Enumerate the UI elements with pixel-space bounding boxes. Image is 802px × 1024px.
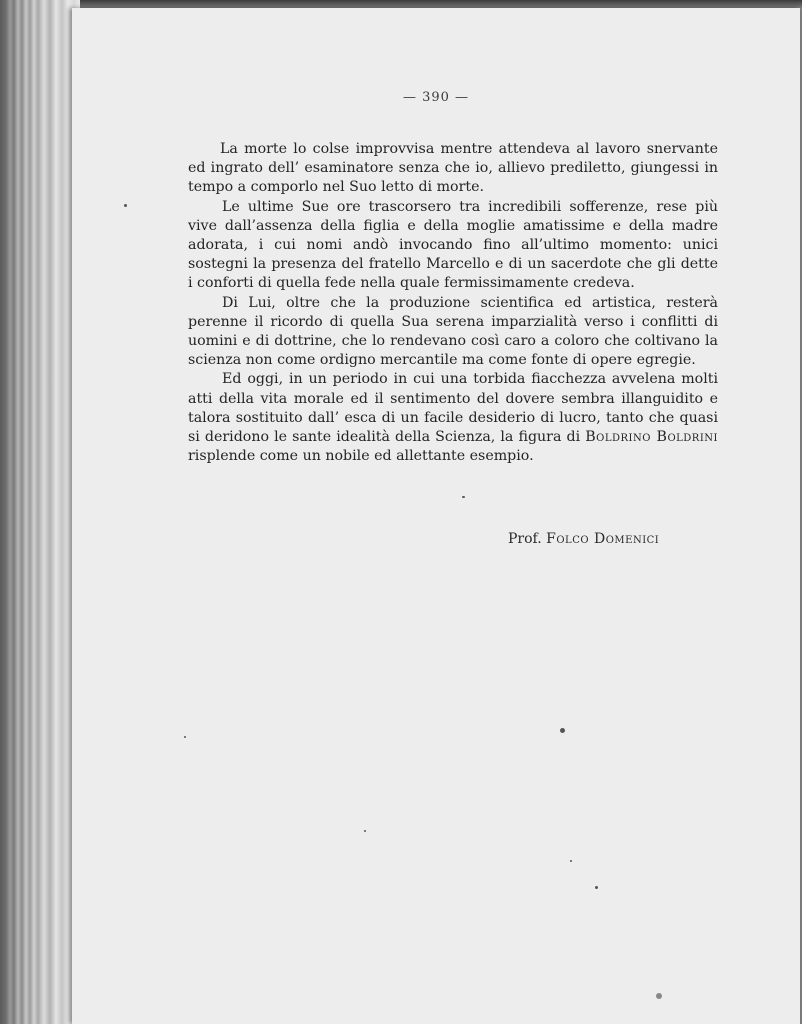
paragraph-4 [188,370,718,466]
paragraph-4-text-after: risplende come un nobile ed allettante esempio. [188,448,534,465]
scan-speck [184,736,186,738]
paragraph-1: La morte lo colse improvvisa mentre attendeva al lavoro snervante ed ingrato dell’ esaminatore senza che io, allievo prediletto, giungessi in tempo a comporlo nel Suo letto di morte. [188,141,718,196]
scan-speck [124,204,127,207]
scan-speck [595,886,598,889]
scan-speck [570,860,572,862]
person-name: Boldrino Boldrini [585,429,718,446]
paragraph-3: Di Lui, oltre che la produzione scientifica ed artistica, resterà perenne il ricordo di quella Sua serena imparzialità verso i conflitti di uomini e di dottrine, che lo rendevano così caro a coloro che coltivano la scienza non come ordigno mercantile ma come fonte di opere egregie. [188,294,718,369]
signature-title: Prof. [508,531,542,547]
signature [508,531,659,547]
signature-name: Folco Domenici [546,531,660,547]
scan-speck [656,993,662,999]
scan-speck [462,496,465,498]
book-page [72,8,800,1024]
paragraph-4-text-before: Ed oggi, in un periodo in cui una torbida fiacchezza avvelena molti atti della vita morale ed il sentimento del dovere sembra illanguidito e talora sostituito dall’ esca di un facile desiderio di lucro, tanto che quasi si deridono le sante idealità della Scienza, la figura di [188,371,718,446]
page-number: — 390 — [402,90,470,105]
paragraph-2: Le ultime Sue ore trascorsero tra incredibili sofferenze, rese più vive dall’assenza della figlia e della moglie amatissime e della madre adorata, i cui nomi andò invocando fino all’ultimo momento: unici sostegni la presenza del fratello Marcello e di un sacerdote che gli dette i conforti di quella fede nella quale fermissimamente credeva. [188,198,718,292]
scan-speck [560,728,565,733]
book-page-edges [0,0,80,1024]
body-text [188,140,718,466]
scan-speck [364,830,366,832]
